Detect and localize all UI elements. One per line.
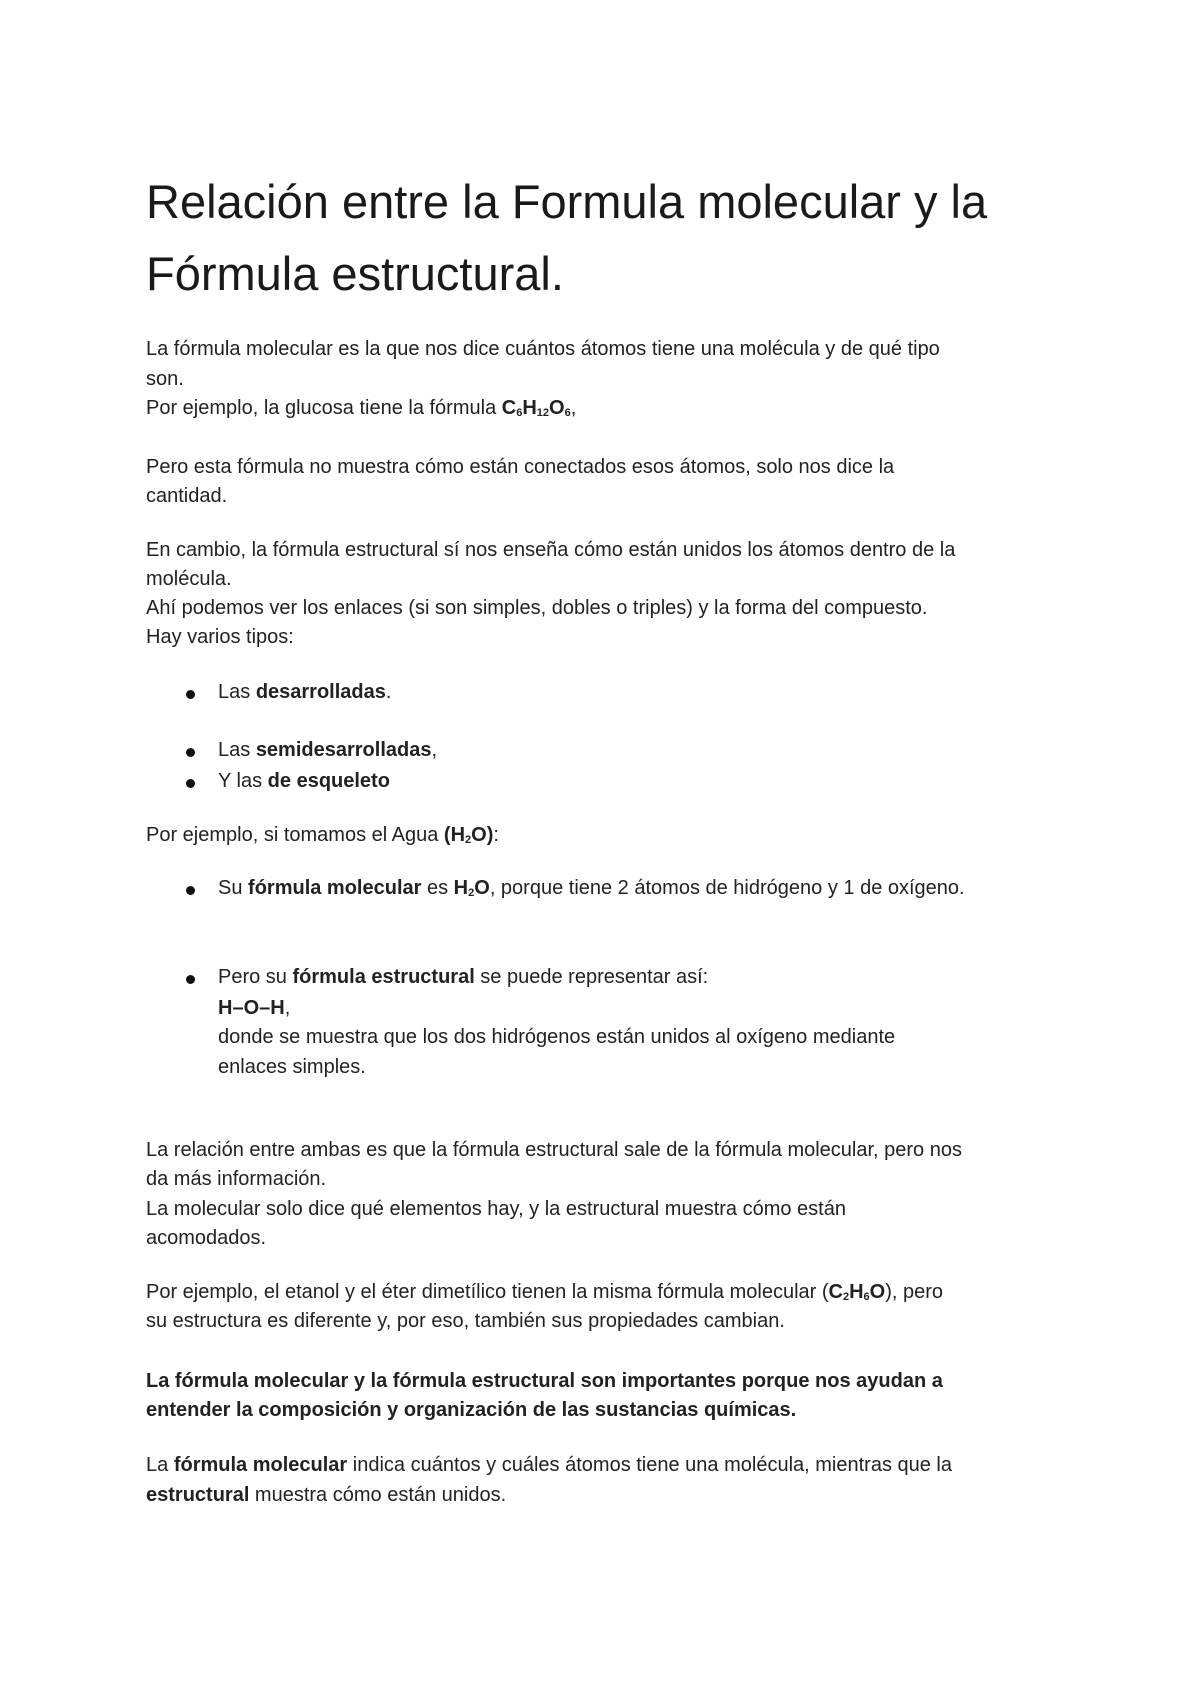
list-item-desarrolladas: Las desarrolladas. — [218, 681, 392, 703]
list-item-water-structural: Pero su fórmula estructural se puede representar así: — [218, 966, 709, 988]
p5-line1: Por ejemplo, el etanol y el éter dimetílico tienen la misma fórmula molecular (C2H6O), pero — [146, 1281, 944, 1303]
p4-line3: La molecular solo dice qué elementos hay, y la estructural muestra cómo están — [146, 1198, 846, 1220]
ethanol-formula: C2H6O — [828, 1281, 886, 1303]
list-item-esqueleto: Y las de esqueleto — [218, 770, 390, 792]
p1-line2: son. — [146, 368, 184, 390]
bullet-icon — [186, 779, 195, 788]
p3-line1: En cambio, la fórmula estructural sí nos enseña cómo están unidos los átomos dentro de la — [146, 539, 956, 561]
water-structural-line4: enlaces simples. — [218, 1056, 366, 1078]
p1-line3: Por ejemplo, la glucosa tiene la fórmula C6H12O6, — [146, 397, 577, 419]
p2-line1: Pero esta fórmula no muestra cómo están conectados esos átomos, solo nos dice la — [146, 456, 895, 478]
p4-line1: La relación entre ambas es que la fórmula estructural sale de la fórmula molecular, pero nos — [146, 1139, 962, 1161]
water-structural-line3: donde se muestra que los dos hidrógenos están unidos al oxígeno mediante — [218, 1026, 896, 1048]
glucose-formula: C6H12O6 — [501, 397, 571, 419]
p1-line1: La fórmula molecular es la que nos dice cuántos átomos tiene una molécula y de qué tipo — [146, 338, 940, 360]
p4-line4: acomodados. — [146, 1227, 267, 1249]
p3-line3: Ahí podemos ver los enlaces (si son simples, dobles o triples) y la forma del compuesto. — [146, 597, 928, 619]
p4-line2: da más información. — [146, 1168, 327, 1190]
p3-line2: molécula. — [146, 568, 232, 590]
page-title: Relación entre la Formula molecular y la Fórmula estructural. — [146, 175, 988, 300]
p1-line3-pre: Por ejemplo, la glucosa tiene la fórmula — [146, 397, 502, 419]
p3-line4: Hay varios tipos: — [146, 626, 294, 648]
p5-line2: su estructura es diferente y, por eso, también sus propiedades cambian. — [146, 1310, 785, 1332]
list-item-water-molecular: Su fórmula molecular es H2O, porque tiene 2 átomos de hidrógeno y 1 de oxígeno. — [218, 877, 965, 899]
water-structural-formula: H–O–H, — [218, 997, 291, 1019]
p2-line2: cantidad. — [146, 485, 228, 507]
p7-line2: estructural muestra cómo están unidos. — [146, 1484, 507, 1506]
bullet-icon — [186, 886, 195, 895]
list-item-semidesarrolladas: Las semidesarrolladas, — [218, 739, 438, 761]
p7-line1: La fórmula molecular indica cuántos y cuáles átomos tiene una molécula, mientras que la — [146, 1454, 952, 1476]
water-intro: Por ejemplo, si tomamos el Agua (H2O): — [146, 824, 499, 846]
p6-line2: entender la composición y organización de las sustancias químicas. — [146, 1399, 797, 1421]
bullet-icon — [186, 690, 195, 699]
bullet-icon — [186, 748, 195, 757]
p6-line1: La fórmula molecular y la fórmula estructural son importantes porque nos ayudan a — [146, 1370, 943, 1392]
bullet-icon — [186, 975, 195, 984]
